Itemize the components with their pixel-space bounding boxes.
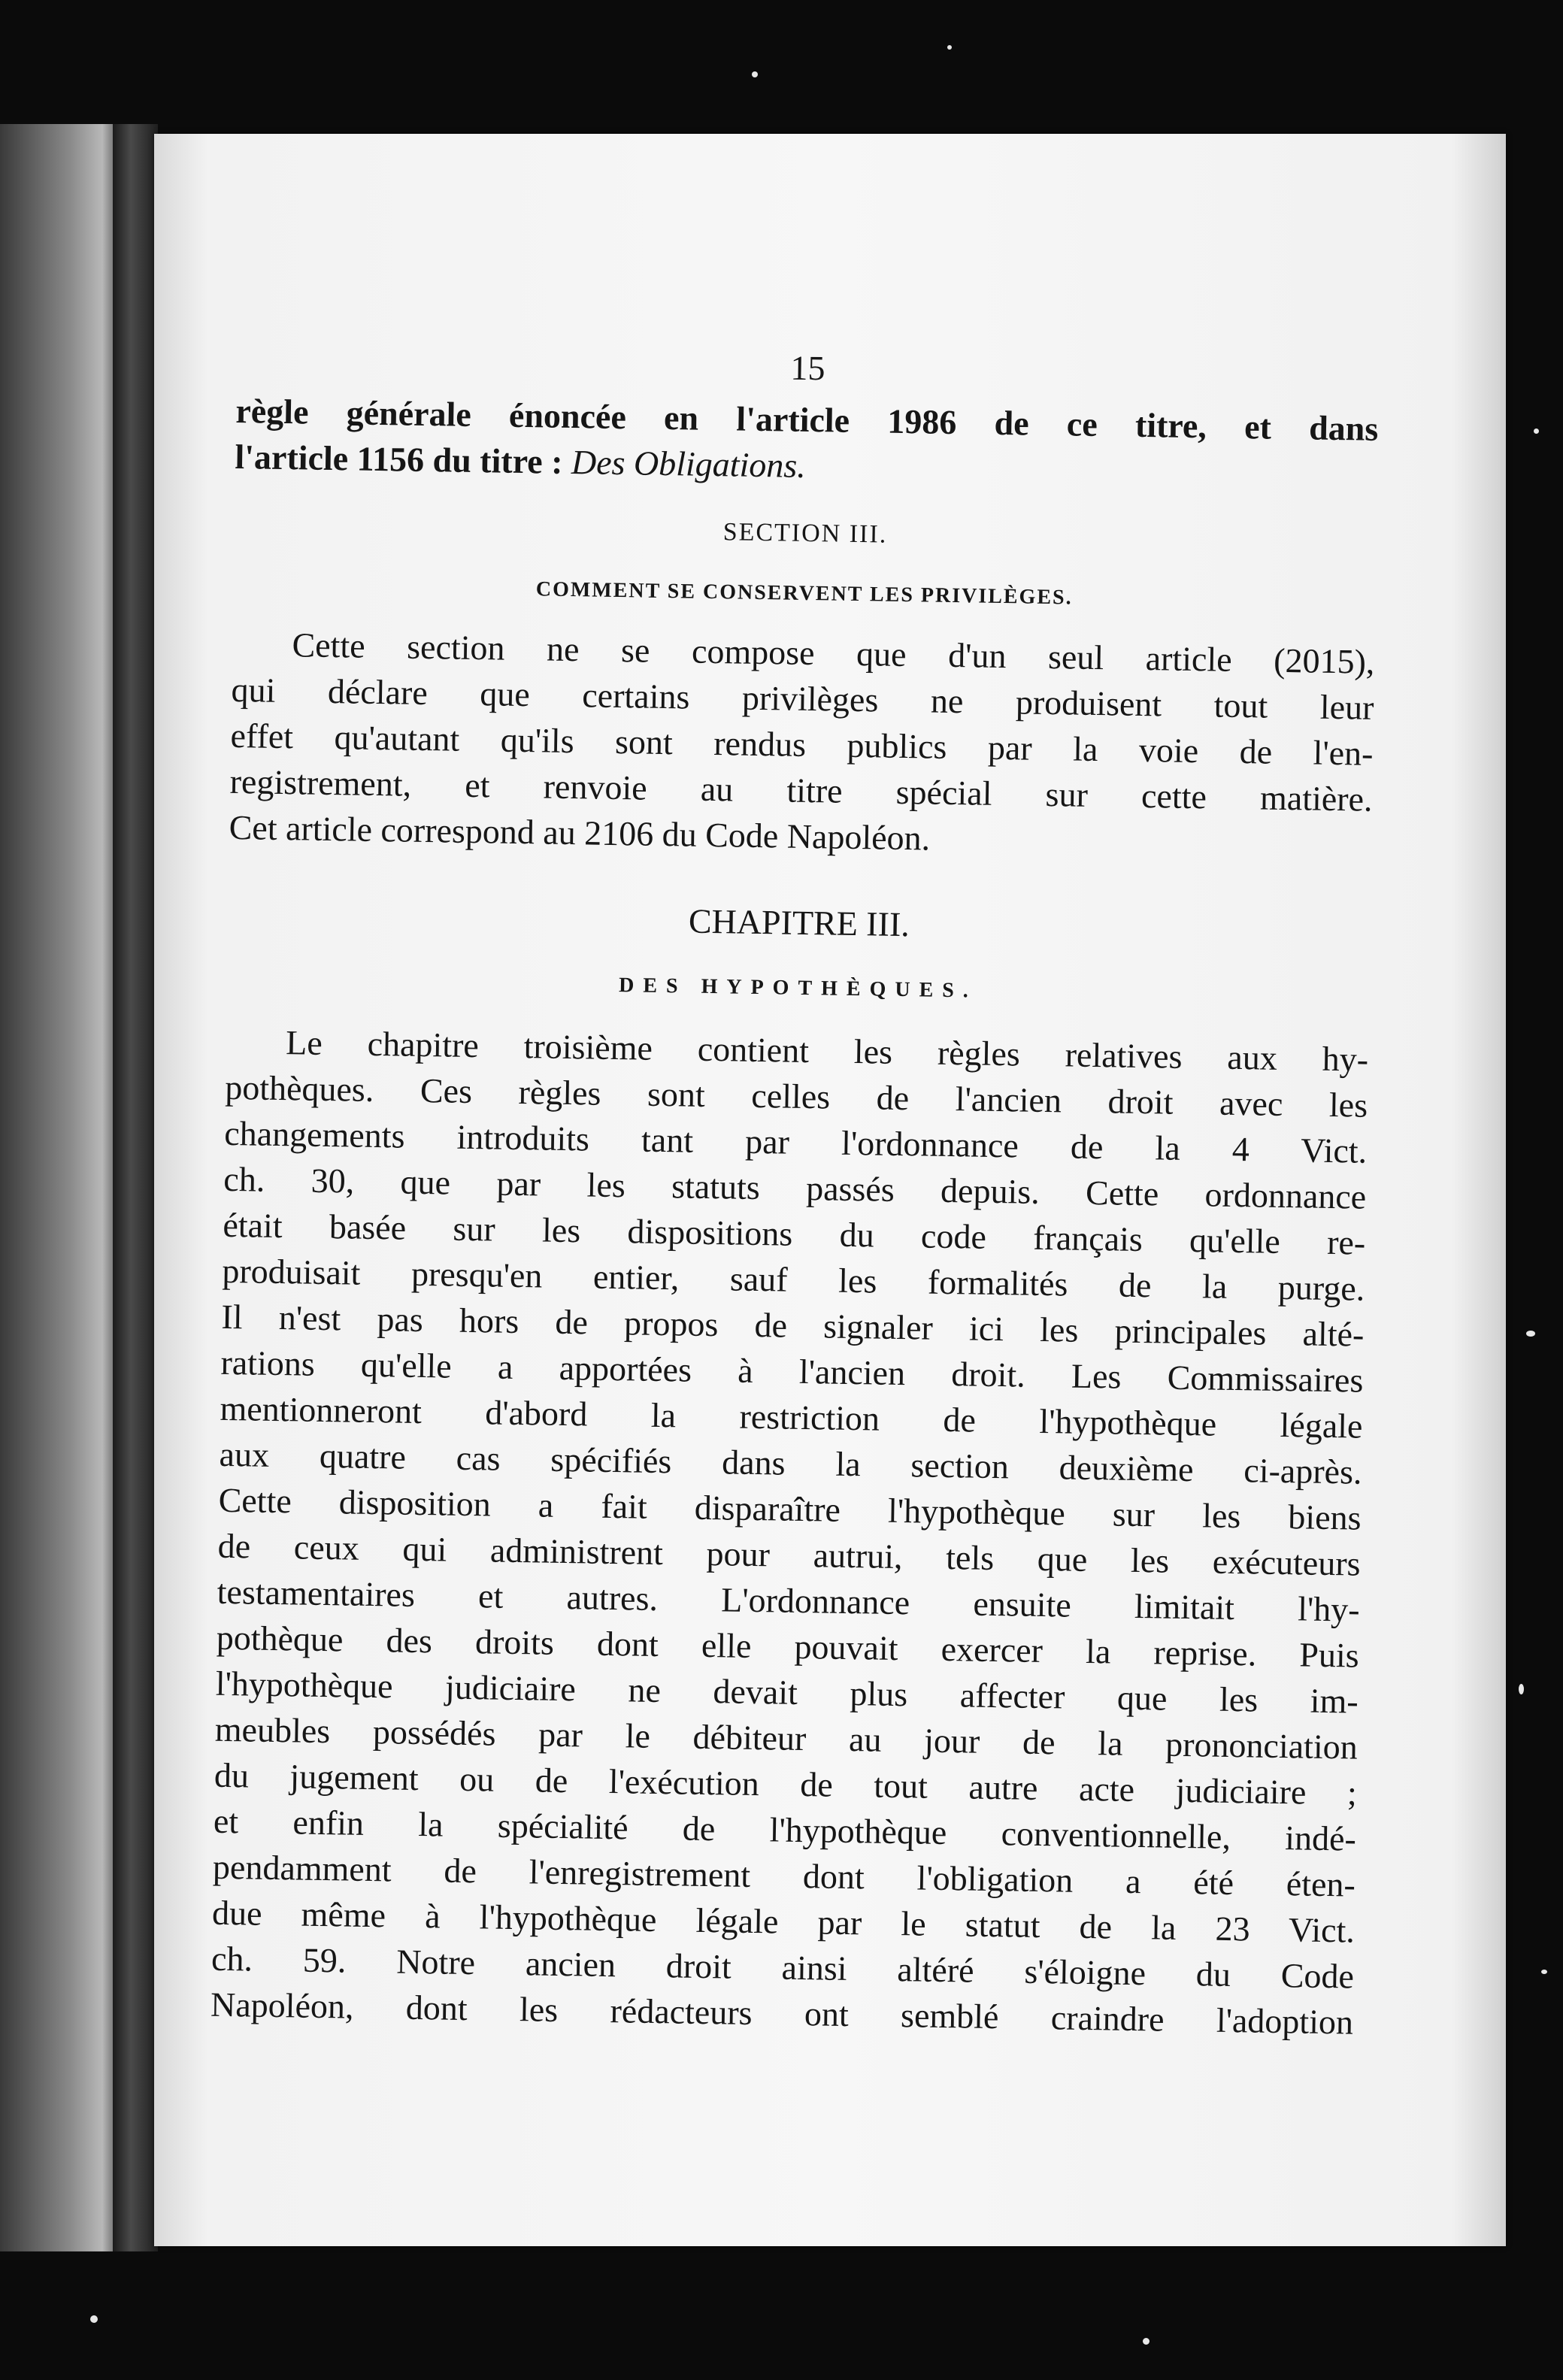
paragraph-line: meubles possédés par le débiteur au jour de la prononciation — [214, 1709, 1359, 1767]
paragraph-line: de ceux qui administrent pour autrui, tels que les exécuteurs — [217, 1526, 1361, 1583]
paragraph-line: pothèques. Ces règles sont celles de l'ancien droit avec les — [224, 1067, 1368, 1125]
paragraph-line: du jugement ou de l'exécution de tout autre acte judiciaire ; — [214, 1755, 1358, 1812]
opening-line: règle générale énoncée en l'article 1986 de ce titre, et dans — [235, 391, 1379, 448]
paragraph-line: changements introduits tant par l'ordonnance de la 4 Vict. — [223, 1113, 1368, 1170]
paragraph-line: rations qu'elle a apportées à l'ancien droit. Les Commissaires — [220, 1343, 1364, 1400]
opening-line-bold: l'article 1156 du titre : — [235, 437, 563, 481]
film-speck — [1541, 1970, 1547, 1974]
film-speck — [947, 45, 952, 50]
paragraph-line: effet qu'autant qu'ils sont rendus publics par la voie de l'en- — [230, 716, 1374, 773]
paragraph-line: pendamment de l'enregistrement dont l'obligation a été éten- — [212, 1847, 1356, 1904]
chapter-title: CHAPITRE III. — [688, 901, 910, 944]
opening-line-italic: Des Obligations. — [571, 443, 807, 485]
paragraph-line: Le chapitre troisième contient les règles relatives aux hy- — [285, 1023, 1369, 1079]
page-number: 15 — [790, 348, 825, 388]
chapter-subtitle: DES HYPOTHÈQUES. — [618, 973, 978, 1003]
paragraph-line: pothèque des droits dont elle pouvait exercer la reprise. Puis — [216, 1618, 1360, 1675]
film-speck — [1143, 2338, 1150, 2345]
film-speck — [90, 2315, 98, 2323]
film-speck — [1534, 428, 1539, 434]
paragraph-line: ch. 59. Notre ancien droit ainsi altéré s'éloigne du Code — [211, 1939, 1355, 1996]
paragraph-line: Napoléon, dont les rédacteurs ont semblé craindre l'adoption — [210, 1985, 1354, 2042]
film-speck — [1526, 1331, 1535, 1337]
paragraph-line: testamentaires et autres. L'ordonnance ensuite limitait l'hy- — [217, 1572, 1360, 1629]
paragraph-line: registrement, et renvoie au titre spécial sur cette matière. — [229, 762, 1373, 819]
film-speck — [752, 71, 758, 77]
page-text-block — [211, 337, 1380, 2045]
paragraph-line: était basée sur les dispositions du code français qu'elle re- — [223, 1205, 1366, 1262]
paragraph-line: produisait presqu'en entier, sauf les formalités de la purge. — [222, 1251, 1365, 1308]
book-page — [154, 134, 1506, 2246]
paragraph-line: Cet article correspond au 2106 du Code Napoléon. — [229, 807, 931, 858]
facing-page-edge — [0, 124, 128, 2251]
section-paragraph — [229, 621, 1375, 868]
film-speck — [1519, 1684, 1524, 1694]
paragraph-line: due même à l'hypothèque légale par le statut de la 23 Vict. — [211, 1893, 1356, 1950]
paragraph-line: et enfin la spécialité de l'hypothèque conventionnelle, indé- — [213, 1801, 1357, 1858]
section-title: SECTION III. — [722, 518, 888, 549]
paragraph-line: l'hypothèque judiciaire ne devait plus affecter que les im- — [215, 1664, 1359, 1721]
paragraph-line: Cette section ne se compose que d'un seul article (2015), — [292, 625, 1375, 681]
paragraph-line: aux quatre cas spécifiés dans la section deuxième ci-après. — [219, 1434, 1362, 1491]
book-gutter — [113, 124, 158, 2251]
chapter-paragraph — [211, 1019, 1369, 2045]
paragraph-line: Cette disposition a fait disparaître l'hypothèque sur les biens — [218, 1480, 1362, 1537]
section-subtitle: COMMENT SE CONSERVENT LES PRIVILÈGES. — [535, 577, 1073, 610]
paragraph-line: mentionneront d'abord la restriction de l'hypothèque légale — [220, 1388, 1363, 1446]
paragraph-line: qui déclare que certains privilèges ne produisent tout leur — [231, 670, 1374, 727]
paragraph-line: ch. 30, que par les statuts passés depuis. Cette ordonnance — [223, 1159, 1367, 1216]
paragraph-line: Il n'est pas hors de propos de signaler ici les principales alté- — [221, 1297, 1365, 1354]
